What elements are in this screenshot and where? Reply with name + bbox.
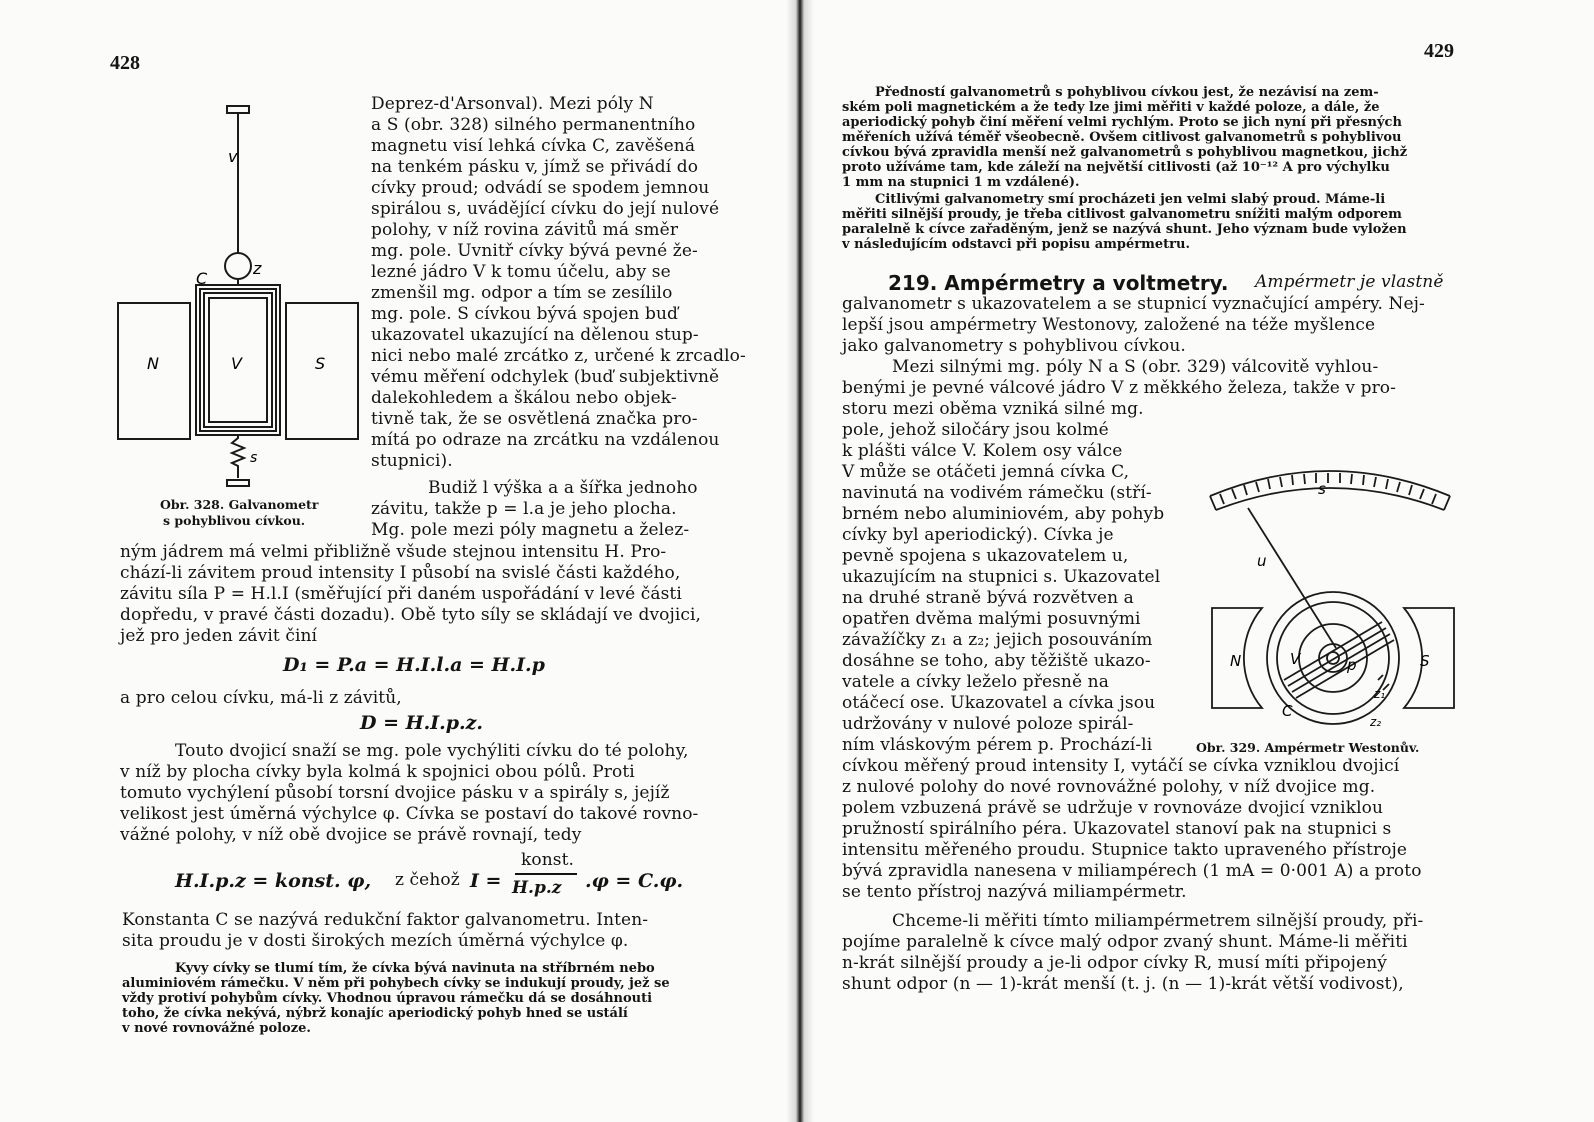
footnote-line: v nové rovnovážné poloze. (122, 1021, 311, 1036)
text-line: dopředu, v pravé části dozadu). Obě tyto síly se skládají ve dvojici, (120, 605, 702, 625)
text-line: galvanometr s ukazovatelem a se stupnicí vyznačující ampéry. Nej- (842, 294, 1425, 314)
text-line: Chceme-li měřiti tímto miliampérmetrem silnější proudy, při- (892, 911, 1424, 931)
text-line: tivně tak, že se osvětlená značka pro- (371, 409, 698, 429)
text-line: vatele a cívky leželo přesně na (842, 672, 1109, 692)
text-line: shunt odpor (n — 1)-krát menší (t. j. (n — 1)-krát větší vodivost), (842, 974, 1404, 994)
text-line: pojíme paralelně k cívce malý odpor zvaný shunt. Máme-li měřiti (842, 932, 1408, 952)
equation-d: D = H.I.p.z. (360, 712, 483, 734)
equation-i-rhs: .φ = C.φ. (585, 870, 684, 892)
text-line: n-krát silnější proudy a je-li odpor cívky R, musí míti připojený (842, 953, 1387, 973)
text-line: pružností spirálního péra. Ukazovatel stanoví pak na stupnici s (842, 819, 1392, 839)
equation-fraction-denominator: H.p.z (512, 878, 562, 898)
text-line: Mg. pole mezi póly magnetu a želez- (371, 520, 690, 540)
fraction-bar (515, 873, 577, 875)
equation-fraction-numerator: konst. (521, 850, 575, 870)
footnote-line: vždy protiví pohybům cívky. Vhodnou úpravou rámečku dá se dosáhnouti (122, 991, 653, 1006)
text-line: cívky proud; odvádí se spodem jemnou (371, 178, 710, 198)
figure-328-caption-1: Obr. 328. Galvanometr (160, 497, 319, 512)
text-line: bývá zpravidla nanesena v miliampérech (1 mA = 0·001 A) a proto (842, 861, 1422, 881)
text-line: benými je pevné válcové jádro V z měkkého železa, takže v pro- (842, 378, 1396, 398)
fig328-label-n: N (147, 354, 159, 373)
text-line: nici nebo malé zrcátko z, určené k zrcadlo- (371, 346, 746, 366)
right-page (800, 0, 1594, 1122)
text-line: závažíčky z₁ a z₂; jejich posouváním (842, 630, 1153, 650)
small-text-line: cívkou bývá zpravidla menší než galvanometrů s pohyblivou magnetkou, jichž (842, 145, 1408, 160)
text-line: intensitu měřeného proudu. Stupnice takto upraveného přístroje (842, 840, 1408, 860)
small-text-line: Citlivými galvanometry smí procházeti jen velmi slabý proud. Máme-li (875, 192, 1386, 207)
text-line: chází-li závitem proud intensity I působí na svislé části každého, (120, 563, 681, 583)
fig328-label-v: v (228, 147, 238, 166)
text-line: storu mezi oběma vzniká silné mg. (842, 399, 1144, 419)
fig328-label-s-pole: S (315, 354, 326, 373)
text-line: ným jádrem má velmi přibližně všude stejnou intensitu H. Pro- (120, 542, 667, 562)
text-line: polem vzbuzená právě se udržuje v rovnováze dvojicí vzniklou (842, 798, 1384, 818)
fig329-label-z1: z₁ (1374, 687, 1386, 701)
text-line: jež pro jeden závit činí (120, 626, 318, 646)
text-line: Touto dvojicí snaží se mg. pole vychýliti cívku do té polohy, (175, 741, 689, 761)
text-line: dosáhne se toho, aby těžiště ukazo- (842, 651, 1151, 671)
fig329-label-s-pole: S (1420, 652, 1430, 670)
equation-d1: D₁ = P.a = H.I.l.a = H.I.p (283, 654, 545, 676)
text-line: vému měření odchylek (buď subjektivně (371, 367, 720, 387)
text-line: polohy, v níž rovina závitů má směr (371, 220, 679, 240)
text-line: Mezi silnými mg. póly N a S (obr. 329) válcovitě vyhlou- (892, 357, 1379, 377)
text-line: opatřen dvěma malými posuvnými (842, 609, 1141, 629)
fig329-label-u: u (1257, 552, 1267, 570)
equation-word: z čehož (395, 870, 460, 890)
text-line: pole, jehož siločáry jsou kolmé (842, 420, 1109, 440)
text-line: cívky byl aperiodický). Cívka je (842, 525, 1114, 545)
section-heading-continuation: Ampérmetr je vlastně (1255, 272, 1444, 292)
text-line: Deprez-d'Arsonval). Mezi póly N (371, 94, 654, 114)
text-line: z nulové polohy do nové rovnovážné polohy, v níž dvojice mg. (842, 777, 1376, 797)
text-line: navinutá na vodivém rámečku (stří- (842, 483, 1152, 503)
text-line: na druhé straně bývá rozvětven a (842, 588, 1134, 608)
text-line: se tento přístroj nazývá miliampérmetr. (842, 882, 1187, 902)
figure-329-ammeter (1198, 458, 1468, 748)
text-line: cívkou měřený proud intensity I, vytáčí se cívka vzniklou dvojicí (842, 756, 1400, 776)
fig328-label-c: C (196, 269, 208, 288)
text-line: stupnici). (371, 451, 453, 471)
figure-328-caption-2: s pohyblivou cívkou. (163, 513, 306, 528)
text-line: mítá po odraze na zrcátku na vzdálenou (371, 430, 720, 450)
footnote-line: toho, že cívka nekývá, nýbrž konajíc aperiodický pohyb hned se ustálí (122, 1006, 628, 1021)
small-text-line: aperiodický pohyb činí měření velmi rychlým. Proto se jich nyní při přesných (842, 115, 1402, 130)
text-line: otáčecí ose. Ukazovatel a cívka jsou (842, 693, 1156, 713)
small-text-line: ském poli magnetickém a že tedy lze jimi měřiti v každé poloze, a dále, že (842, 100, 1380, 115)
text-line: brném nebo aluminiovém, aby pohyb (842, 504, 1165, 524)
section-heading: 219. Ampérmetry a voltmetry. (888, 271, 1229, 295)
small-text-line: proto užíváme tam, kde záleží na největší citlivosti (až 10⁻¹² A pro výchylku (842, 160, 1390, 175)
small-text-line: v následujícím odstavci při popisu ampérmetru. (842, 237, 1190, 252)
book-gutter (786, 0, 814, 1122)
figure-329-caption: Obr. 329. Ampérmetr Westonův. (1196, 740, 1420, 755)
text-line: velikost jest úměrná výchylce φ. Cívka se postaví do takové rovno- (120, 804, 699, 824)
fig328-label-s-spring: s (250, 450, 258, 466)
fig328-label-z: z (253, 259, 262, 278)
equation-i-lhs: I = (470, 870, 502, 892)
text-line: udržovány v nulové poloze spirál- (842, 714, 1134, 734)
text-line: ukazujícím na stupnici s. Ukazovatel (842, 567, 1161, 587)
text-line: sita proudu je v dosti širokých mezích úměrná výchylce φ. (122, 931, 629, 951)
fig329-label-p: p (1347, 656, 1357, 674)
text-line: Budiž l výška a a šířka jednoho (428, 478, 698, 498)
small-text-line: 1 mm na stupnici 1 m vzdálené). (842, 175, 1080, 190)
text-line: magnetu visí lehká cívka C, zavěšená (371, 136, 696, 156)
text-line: k plášti válce V. Kolem osy válce (842, 441, 1123, 461)
page-number: 429 (1424, 40, 1454, 62)
text-line: mg. pole. S cívkou bývá spojen buď (371, 304, 679, 324)
small-text-line: měřeních užívá téměř všeobecně. Ovšem citlivost galvanometrů s pohyblivou (842, 130, 1402, 145)
text-line: na tenkém pásku v, jímž se přivádí do (371, 157, 699, 177)
text-line: zmenšil mg. odpor a tím se zesílilo (371, 283, 673, 303)
fig329-label-v: V (1290, 650, 1301, 668)
text-line: v níž by plocha cívky byla kolmá k spojnici obou pólů. Proti (120, 762, 635, 782)
text-line: dalekohledem a škálou nebo objek- (371, 388, 677, 408)
text-line: a S (obr. 328) silného permanentního (371, 115, 696, 135)
text-line: Konstanta C se nazývá redukční faktor galvanometru. Inten- (122, 910, 649, 930)
text-line: tomuto vychýlení působí torsní dvojice pásku v a spirály s, jejíž (120, 783, 670, 803)
footnote-line: aluminiovém rámečku. V něm při pohybech cívky se indukují proudy, jež se (122, 976, 670, 991)
text-line: spirálou s, uvádějící cívku do její nulové (371, 199, 720, 219)
text-line: mg. pole. Uvnitř cívky bývá pevné že- (371, 241, 698, 261)
text-line: V může se otáčeti jemná cívka C, (842, 462, 1130, 482)
equation-torque: H.I.p.z = konst. φ, (175, 870, 372, 892)
small-text-line: Předností galvanometrů s pohyblivou cívkou jest, že nezávisí na zem- (875, 85, 1379, 100)
footnote-line: Kyvy cívky se tlumí tím, že cívka bývá navinuta na stříbrném nebo (175, 961, 655, 976)
text-line: a pro celou cívku, má-li z závitů, (120, 688, 402, 708)
fig329-label-n: N (1230, 652, 1242, 670)
text-line: závitu, takže p = l.a je jeho plocha. (371, 499, 677, 519)
page-number: 428 (110, 52, 140, 74)
text-line: jako galvanometry s pohyblivou cívkou. (842, 336, 1186, 356)
fig328-label-core: V (231, 354, 242, 373)
fig329-label-c: C (1282, 702, 1293, 720)
text-line: lepší jsou ampérmetry Westonovy, založené na téže myšlence (842, 315, 1376, 335)
text-line: ním vláskovým pérem p. Prochází-li (842, 735, 1153, 755)
text-line: závitu síla P = H.l.I (směřující při daném uspořádání v levé části (120, 584, 682, 604)
text-line: lezné jádro V k tomu účelu, aby se (371, 262, 671, 282)
text-line: ukazovatel ukazující na dělenou stup- (371, 325, 699, 345)
fig329-label-s: s (1318, 480, 1326, 498)
small-text-line: měřiti silnější proudy, je třeba citlivost galvanometru snížiti malým odporem (842, 207, 1402, 222)
small-text-line: paralelně k cívce zařaděným, jenž se nazývá shunt. Jeho význam bude vyložen (842, 222, 1407, 237)
fig329-label-z2: z₂ (1370, 715, 1382, 729)
figure-328-galvanometer (110, 98, 370, 518)
text-line: vážné polohy, v níž obě dvojice se právě rovnají, tedy (120, 825, 582, 845)
text-line: pevně spojena s ukazovatelem u, (842, 546, 1129, 566)
